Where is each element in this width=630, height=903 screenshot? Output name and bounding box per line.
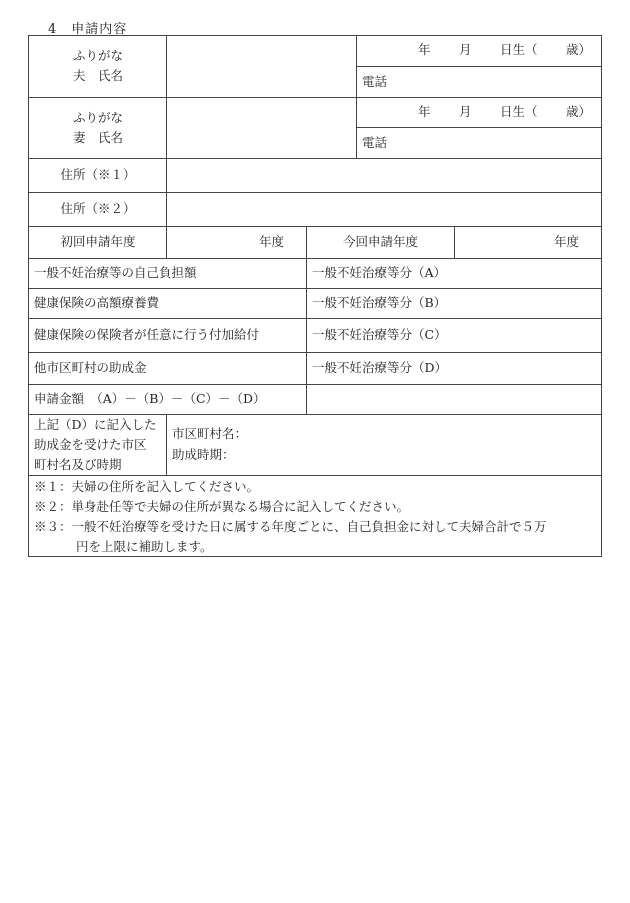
cost-row-right-b: 一般不妊治療等分（B）	[312, 295, 447, 310]
col-divider	[356, 36, 357, 158]
row-divider	[29, 475, 601, 476]
col-divider	[166, 414, 167, 475]
husband-birth-month: 月	[459, 42, 472, 57]
section-title-text: 申請内容	[71, 22, 128, 37]
note-3-line1: ※３：一般不妊治療等を受けた日に属する年度ごとに、自己負担金に対して夫婦合計で５万	[34, 519, 547, 534]
husband-name-label: 夫 氏名	[72, 68, 123, 83]
first-year-unit: 年度	[259, 234, 285, 249]
other-city-period-label: 助成時期：	[172, 447, 235, 462]
husband-furigana-label: ふりがな	[72, 48, 123, 63]
address1-field[interactable]	[167, 159, 601, 191]
col-divider	[454, 226, 455, 258]
wife-name-field[interactable]	[167, 98, 355, 157]
wife-name-label: 妻 氏名	[72, 130, 123, 145]
wife-furigana-label: ふりがな	[72, 110, 123, 125]
wife-birth-day: 日生（	[500, 104, 538, 119]
row-divider	[29, 226, 601, 227]
amount-label: 申請金額 （A）－（B）－（C）－（D）	[34, 391, 266, 406]
row-divider	[29, 414, 601, 415]
husband-phone-label: 電話	[362, 74, 388, 89]
cost-row-right-a: 一般不妊治療等分（A）	[312, 265, 447, 280]
cost-row-right-c: 一般不妊治療等分（C）	[312, 327, 447, 342]
row-divider	[356, 127, 601, 128]
row-divider	[29, 352, 601, 353]
cost-row-right-d: 一般不妊治療等分（D）	[312, 360, 448, 375]
other-city-label-line3: 町村名及び時期	[34, 457, 122, 472]
row-divider	[29, 288, 601, 289]
other-city-label-line1: 上記（D）に記入した	[34, 417, 157, 432]
cost-row-left-c: 健康保険の保険者が任意に行う付加給付	[34, 327, 260, 342]
husband-age: 歳）	[566, 42, 592, 57]
address1-label: 住所（※１）	[60, 167, 136, 182]
wife-phone-label: 電話	[362, 135, 388, 150]
note-1: ※１：夫婦の住所を記入してください。	[34, 479, 260, 494]
first-year-label: 初回申請年度	[60, 234, 136, 249]
wife-birth-year: 年	[418, 104, 431, 119]
section-number: 4	[48, 22, 58, 37]
wife-birth-month: 月	[459, 104, 472, 119]
col-divider	[166, 226, 167, 258]
current-year-label: 今回申請年度	[342, 234, 418, 249]
note-3-line2: 円を上限に補助します。	[76, 539, 213, 554]
row-divider	[29, 318, 601, 319]
husband-name-field[interactable]	[167, 36, 355, 96]
address2-label: 住所（※２）	[60, 201, 136, 216]
husband-birth-year: 年	[418, 42, 431, 57]
address2-field[interactable]	[167, 193, 601, 225]
wife-age: 歳）	[566, 104, 592, 119]
cost-row-left-d: 他市区町村の助成金	[34, 360, 147, 375]
other-city-name-label: 市区町村名：	[172, 426, 248, 441]
husband-birth-day: 日生（	[500, 42, 538, 57]
cost-row-left-b: 健康保険の高額療養費	[34, 295, 160, 310]
note-2: ※２：単身赴任等で夫婦の住所が異なる場合に記入してください。	[34, 499, 410, 514]
row-divider	[29, 258, 601, 259]
current-year-unit: 年度	[554, 234, 580, 249]
other-city-label-line2: 助成金を受けた市区	[34, 437, 147, 452]
cost-row-left-a: 一般不妊治療等の自己負担額	[34, 265, 197, 280]
row-divider	[356, 66, 601, 67]
amount-field[interactable]	[307, 385, 601, 413]
